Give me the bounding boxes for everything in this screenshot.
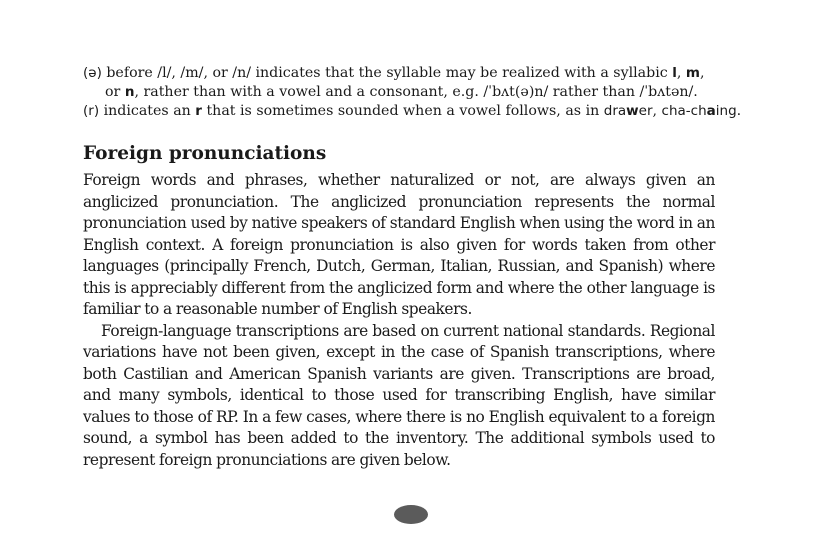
example-drawer [604,103,653,119]
schwa-note-text-1: before /l/, /m/, or /n/ indicates that the syllable may be realized with a syllabic [101,65,673,81]
schwa-note-text-2: or [105,84,125,100]
r-symbol: (r) [83,103,100,119]
schwa-note-text-3: , rather than with a vowel and a consonant, e.g. /ˈbʌt(ə)n/ rather than /ˈbʌtən/. [134,84,698,100]
comma-1: , [676,65,686,81]
page-content [83,64,742,471]
chacha-part-3: ing [715,103,737,119]
paragraph-2: Foreign-language transcriptions are based on current national standards. Regional variations have not been given, except in the case of Spanish transcriptions, where both Castilian and American Spanish variants are given. Transcriptions are broad, and many symbols, identical to those used for transcribing English, have similar values to those of RP. In a few cases, where there is no English equivalent to a foreign sound, a symbol has been added to the inventory. The additional symbols used to represent foreign pronunciations are given below. [83,321,715,469]
example-cha-chaing [662,103,737,119]
r-note-text-2: that is sometimes sounded when a vowel follows, as in [201,103,604,119]
drawer-part-3: er [638,103,653,119]
comma-2: , [699,65,705,81]
schwa-note [83,64,715,102]
page-number-marker [394,505,428,524]
drawer-bold-w: w [626,103,639,119]
chacha-part-1: cha-ch [661,103,707,119]
syllabic-n: n [124,84,135,100]
r-letter: r [195,103,202,119]
r-note [83,102,742,121]
schwa-note-line-2 [83,83,715,102]
drawer-part-1: dra [603,103,627,119]
r-note-text-1: indicates an [99,103,196,119]
chacha-bold-a: a [706,103,716,119]
syllabic-l: l [672,65,677,81]
example-separator: , [652,103,662,119]
section-heading: Foreign pronunciations [83,143,327,164]
paragraph-1: Foreign words and phrases, whether naturalized or not, are always given an anglicized pronunciation. The anglicized pronunciation represents the normal pronunciation used by native speakers of standard English when using the word in an English context. A foreign pronunciation is also given for words taken from other languages (principally French, Dutch, German, Italian, Russian, and Spanish) where this is appreciably different from the anglicized form and where the other language is familiar to a reasonable number of English speakers. [83,171,715,318]
schwa-symbol: (ə) [83,65,102,81]
syllabic-m: m [685,65,700,81]
r-note-end: . [736,103,742,119]
